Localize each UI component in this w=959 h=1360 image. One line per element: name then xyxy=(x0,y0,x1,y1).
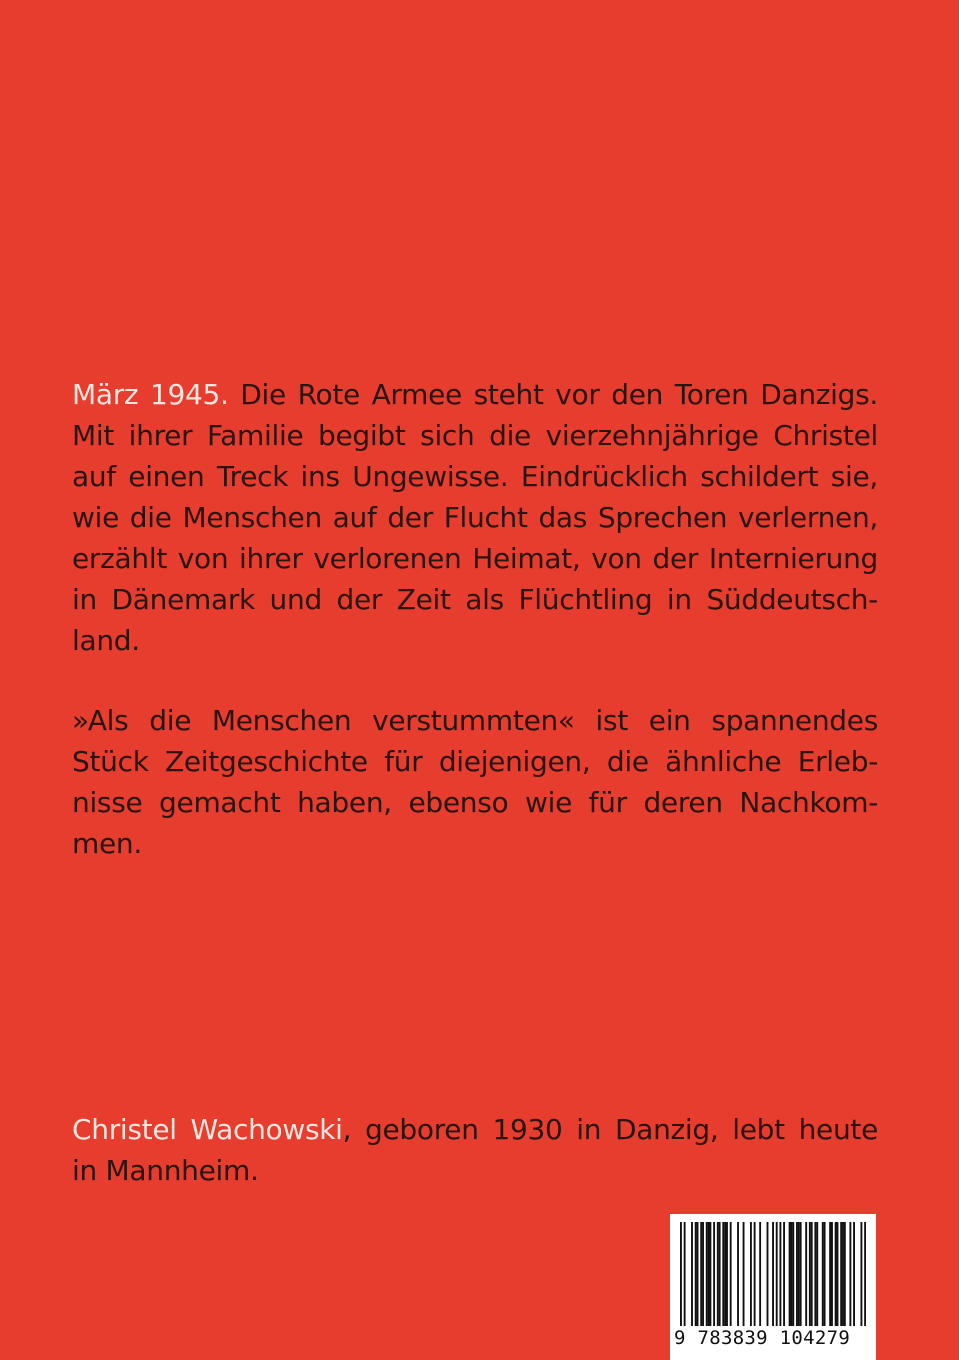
barcode-bar xyxy=(822,1222,824,1326)
blurb-line-5: erzählt von ihrer verlorenen Heimat, von der Internierung xyxy=(72,542,878,575)
blurb-line-1-rest: Die Rote Armee steht vor den Toren Danzigs. xyxy=(228,378,879,411)
barcode-bar xyxy=(779,1222,781,1326)
barcode-bar xyxy=(814,1222,816,1326)
barcode-bar xyxy=(717,1222,719,1326)
barcode-bar xyxy=(700,1222,702,1326)
author-line-2: in Mannheim. xyxy=(72,1154,259,1187)
barcode-bar xyxy=(837,1222,839,1326)
description-paragraph xyxy=(72,700,878,864)
barcode-bar xyxy=(702,1222,704,1326)
barcode-bar xyxy=(844,1222,846,1326)
barcode-bar xyxy=(713,1222,715,1326)
blurb-line-7: land. xyxy=(72,624,140,657)
barcode-bar xyxy=(783,1222,785,1326)
barcode-bar xyxy=(722,1222,724,1326)
barcode-bar xyxy=(759,1222,761,1326)
barcode-bar xyxy=(831,1222,833,1326)
barcode-bar xyxy=(864,1222,866,1326)
barcode-bar xyxy=(796,1222,798,1326)
barcode-bars xyxy=(680,1222,866,1326)
barcode-bar xyxy=(726,1222,728,1326)
barcode-bar xyxy=(719,1222,721,1326)
barcode-bar xyxy=(772,1222,774,1326)
barcode-bar xyxy=(809,1222,811,1326)
description-line-1: »Als die Menschen verstummten« ist ein spannendes xyxy=(72,704,878,737)
barcode-bar xyxy=(680,1222,682,1326)
barcode-bar xyxy=(730,1222,732,1326)
barcode-bar xyxy=(708,1222,710,1326)
barcode-bar xyxy=(860,1222,862,1326)
author-line-1-rest: , geboren 1930 in Danzig, lebt heute xyxy=(342,1113,879,1146)
barcode-bar xyxy=(792,1222,794,1326)
blurb-line-4: wie die Menschen auf der Flucht das Sprechen verlernen, xyxy=(72,501,878,534)
blurb-line-6: in Dänemark und der Zeit als Flüchtling in Süddeutsch- xyxy=(72,583,878,616)
isbn-barcode xyxy=(670,1214,876,1360)
blurb-line-1 xyxy=(72,374,878,415)
description-line-4: men. xyxy=(72,827,142,860)
barcode-bar xyxy=(849,1222,851,1326)
barcode-bar xyxy=(737,1222,739,1326)
blurb-line-2: Mit ihrer Familie begibt sich die vierzehnjährige Christel xyxy=(72,419,878,452)
barcode-bar xyxy=(829,1222,831,1326)
barcode-bar xyxy=(754,1222,756,1326)
barcode-bar xyxy=(684,1222,686,1326)
barcode-bar xyxy=(743,1222,745,1326)
barcode-bar xyxy=(706,1222,708,1326)
barcode-bar xyxy=(853,1222,855,1326)
blurb-lead: März 1945. xyxy=(72,378,229,411)
barcode-bar xyxy=(816,1222,818,1326)
barcode-bar xyxy=(840,1222,842,1326)
barcode-bar xyxy=(835,1222,837,1326)
barcode-bar xyxy=(695,1222,697,1326)
barcode-bar xyxy=(800,1222,802,1326)
description-line-2: Stück Zeitgeschichte für diejenigen, die ähnliche Erleb- xyxy=(72,745,878,778)
blurb-line-3: auf einen Treck ins Ungewisse. Eindrücklich schildert sie, xyxy=(72,460,878,493)
author-bio xyxy=(72,1109,878,1191)
barcode-bar xyxy=(842,1222,844,1326)
barcode-bar xyxy=(789,1222,791,1326)
barcode-bar xyxy=(691,1222,693,1326)
barcode-bar xyxy=(798,1222,800,1326)
author-line-1 xyxy=(72,1109,878,1150)
barcode-bar xyxy=(811,1222,813,1326)
barcode-bar xyxy=(776,1222,778,1326)
barcode-bar xyxy=(767,1222,769,1326)
barcode-bar xyxy=(697,1222,699,1326)
blurb-paragraph xyxy=(72,374,878,661)
barcode-bar xyxy=(750,1222,752,1326)
isbn-number: 9 783839 104279 xyxy=(674,1327,851,1349)
barcode-bar xyxy=(709,1222,711,1326)
barcode-bar xyxy=(791,1222,793,1326)
barcode-bar xyxy=(724,1222,726,1326)
barcode-bar xyxy=(805,1222,807,1326)
author-name: Christel Wachowski xyxy=(72,1113,343,1146)
barcode-bar xyxy=(824,1222,826,1326)
description-line-3: nisse gemacht haben, ebenso wie für deren Nachkom- xyxy=(72,786,878,819)
